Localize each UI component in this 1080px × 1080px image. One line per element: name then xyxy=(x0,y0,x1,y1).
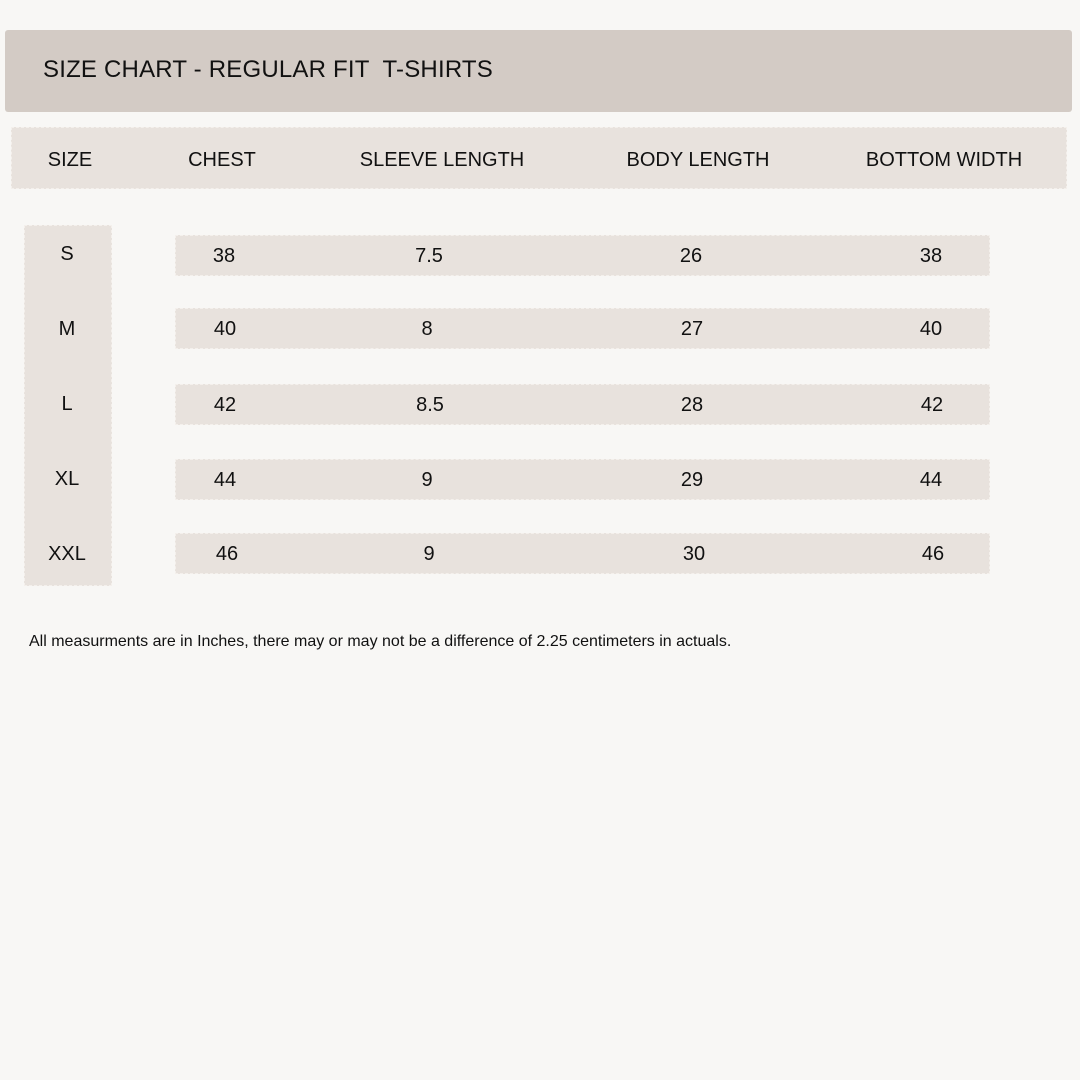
sleeve-length-value: 7.5 xyxy=(415,245,443,267)
table-row xyxy=(175,384,990,425)
header-body-length: BODY LENGTH xyxy=(626,149,770,171)
size-label-l: L xyxy=(61,393,73,415)
chest-value: 44 xyxy=(213,469,237,491)
bottom-width-value: 42 xyxy=(920,394,944,416)
measurement-note: All measurments are in Inches, there may or may not be a difference of 2.25 centimeters in actuals. xyxy=(29,633,732,650)
body-length-value: 29 xyxy=(680,469,704,491)
header-bottom-width: BOTTOM WIDTH xyxy=(865,149,1023,171)
body-length-value: 30 xyxy=(682,543,706,565)
table-row xyxy=(175,533,990,574)
header-sleeve-length: SLEEVE LENGTH xyxy=(359,149,525,171)
page-title: SIZE CHART - REGULAR FIT T-SHIRTS xyxy=(43,56,493,83)
body-length-value: 27 xyxy=(680,318,704,340)
table-row xyxy=(175,235,990,276)
size-label-s: S xyxy=(60,243,74,265)
chest-value: 42 xyxy=(213,394,237,416)
chest-value: 40 xyxy=(213,318,237,340)
body-length-value: 28 xyxy=(680,394,704,416)
table-row xyxy=(175,308,990,349)
bottom-width-value: 46 xyxy=(921,543,945,565)
bottom-width-value: 38 xyxy=(919,245,943,267)
sleeve-length-value: 9 xyxy=(421,469,433,491)
table-row xyxy=(175,459,990,500)
size-label-xxl: XXL xyxy=(48,543,86,565)
body-length-value: 26 xyxy=(679,245,703,267)
title-bar xyxy=(5,30,1072,112)
chest-value: 38 xyxy=(212,245,236,267)
size-label-xl: XL xyxy=(54,468,80,490)
sleeve-length-value: 9 xyxy=(423,543,435,565)
bottom-width-value: 40 xyxy=(919,318,943,340)
sleeve-length-value: 8 xyxy=(421,318,433,340)
size-label-m: M xyxy=(58,318,76,340)
header-chest: CHEST xyxy=(188,149,256,171)
table-header xyxy=(11,127,1067,189)
sleeve-length-value: 8.5 xyxy=(416,394,444,416)
chest-value: 46 xyxy=(215,543,239,565)
bottom-width-value: 44 xyxy=(919,469,943,491)
header-size: SIZE xyxy=(47,149,93,171)
